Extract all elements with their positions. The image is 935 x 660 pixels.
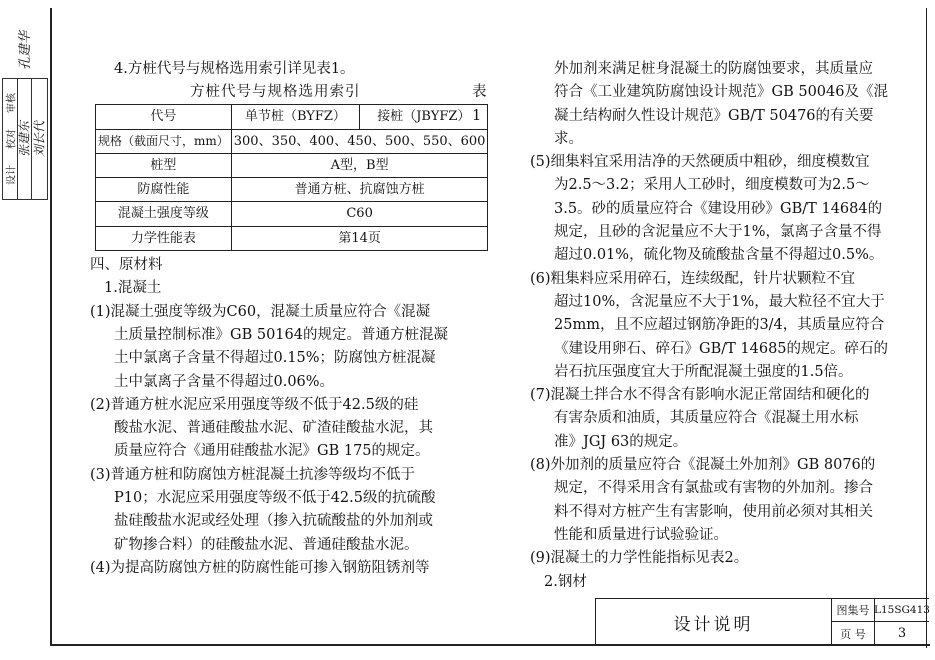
table-row [96,202,488,226]
text-line: 土质量控制标准》GB 50164的规定。普通方桩混凝 [114,326,448,343]
table-cell: 防腐性能 [96,178,232,202]
text-line: (2)普通方桩水泥应采用强度等级不低于42.5级的硅 [90,396,419,413]
text-line: 土中氯离子含量不得超过0.15%；防腐蚀方桩混凝 [114,350,436,367]
signature-strip [2,78,48,200]
text-line: 外加剂来满足桩身混凝土的防腐蚀要求，其质量应 [554,61,873,77]
title-block [595,598,929,645]
table-cell: 代号 [96,105,232,129]
text-line: 盐硅酸盐水泥或经处理（掺入抗硫酸盐的外加剂或 [114,513,433,530]
text-line: 质量应符合《通用硅酸盐水泥》GB 175的规定。 [114,443,430,460]
table-title: 方桩代号与规格选用索引 [190,84,361,101]
text-line: 有害杂质和油质，其质量应符合《混凝土用水标 [554,410,859,427]
table-cell: 接桩（JBYFZ） [360,105,488,129]
text-line: (4)为提高防腐蚀方桩的防腐性能可掺入钢筋阻锈剂等 [90,559,430,576]
page-number-label: 页 号 [832,622,875,645]
role-review: 审核 [6,93,18,113]
table-row [96,178,488,202]
table-row [96,129,488,153]
table-row [96,153,488,177]
signature-1: 张建东 [17,120,32,158]
corner-signature: 孔建华 [18,30,33,70]
subsection-heading: 1.混凝土 [104,280,162,297]
text-line: 料不得对方桩产生有害影响，使用前必须对其相关 [554,503,873,520]
page-number: 3 [897,626,907,641]
role-design: 设计 [6,165,18,185]
text-line: 规定，且砂的含泥量应不大于1%，氯离子含量不得 [554,224,882,241]
text-line: (1)混凝土强度等级为C60，混凝土质量应符合《混凝 [90,303,431,320]
text-line: 矿物掺合料）的硅酸盐水泥、普通硅酸盐水泥。 [114,536,419,553]
atlas-number: L15SG413 [874,604,930,616]
signature-column-2 [31,79,46,199]
frame-right-edge [926,8,927,648]
left-column [90,58,487,580]
title-block-divider [831,621,929,622]
atlas-number-label: 图集号 [832,599,875,621]
text-line: (9)混凝土的力学性能指标见表2。 [530,550,749,567]
table-cell: 规格（截面尺寸，mm） [96,129,232,153]
table-intro: 4.方桩代号与规格选用索引详见表1。 [114,61,355,77]
table-cell: C60 [231,202,488,226]
text-line: 符合《工业建筑防腐蚀设计规范》GB 50046及《混 [554,84,888,101]
right-column [530,58,925,594]
signature-2: 刘长代 [32,120,46,158]
text-line: 求。 [554,130,583,147]
text-line: 规定，不得采用含有氯盐或有害物的外加剂。掺合 [554,480,873,497]
subsection-heading: 2.钢材 [544,573,587,590]
text-line: 为2.5～3.2；采用人工砂时，细度模数可为2.5～ [554,177,870,194]
spec-table [95,104,488,251]
table-cell: 单节桩（BYFZ） [231,105,359,129]
table-cell: 混凝土强度等级 [96,202,232,226]
table-cell: 桩型 [96,153,232,177]
role-check: 校对 [6,129,18,149]
text-line: 超过10%，含泥量应不大于1%，最大粒径不宜大于 [554,293,885,310]
text-line: 超过0.01%，硫化物及硫酸盐含量不得超过0.5%。 [554,247,884,264]
section-heading: 四、原材料 [90,257,163,274]
text-line: (8)外加剂的质量应符合《混凝土外加剂》GB 8076的 [530,457,876,474]
text-line: P10；水泥应采用强度等级不低于42.5级的抗硫酸 [114,490,436,507]
text-line: 酸盐水泥、普通硅酸盐水泥、矿渣硅酸盐水泥，其 [114,420,433,437]
table-number: 表1 [472,84,487,124]
text-line: (6)粗集料应采用碎石，连续级配，针片状颗粒不宜 [530,270,856,287]
text-line: 岩石抗压强度宜大于所配混凝土强度的1.5倍。 [554,363,853,380]
table-cell: 普通方桩、抗腐蚀方桩 [231,178,488,202]
table-cell: 第14页 [231,226,488,250]
table-cell: 力学性能表 [96,226,232,250]
text-line: 3.5。砂的质量应符合《建设用砂》GB/T 14684的 [554,200,883,217]
text-line: (3)普通方桩和防腐蚀方桩混凝土抗渗等级均不低于 [90,466,416,483]
text-line: 《建设用卵石、碎石》GB/T 14685的规定。碎石的 [554,340,889,357]
table-row [96,105,488,129]
text-line: (7)混凝土拌合水不得含有影响水泥正常固结和硬化的 [530,387,870,404]
drawing-title: 设计说明 [596,599,832,645]
text-line: 凝土结构耐久性设计规范》GB/T 50476的有关要 [554,107,874,124]
table-cell: 300、350、400、450、500、550、600 [231,129,488,153]
table-cell: A型，B型 [231,153,488,177]
text-line: (5)细集料宜采用洁净的天然硬质中粗砂，细度模数宜 [530,154,870,171]
text-line: 25mm，且不应超过钢筋净距的3/4，其质量应符合 [554,317,885,334]
text-line: 性能和质量进行试验验证。 [554,526,728,543]
text-line: 土中氯离子含量不得超过0.06%。 [114,373,335,390]
table-row [96,226,488,250]
text-line: 准》JGJ 63的规定。 [554,433,688,450]
